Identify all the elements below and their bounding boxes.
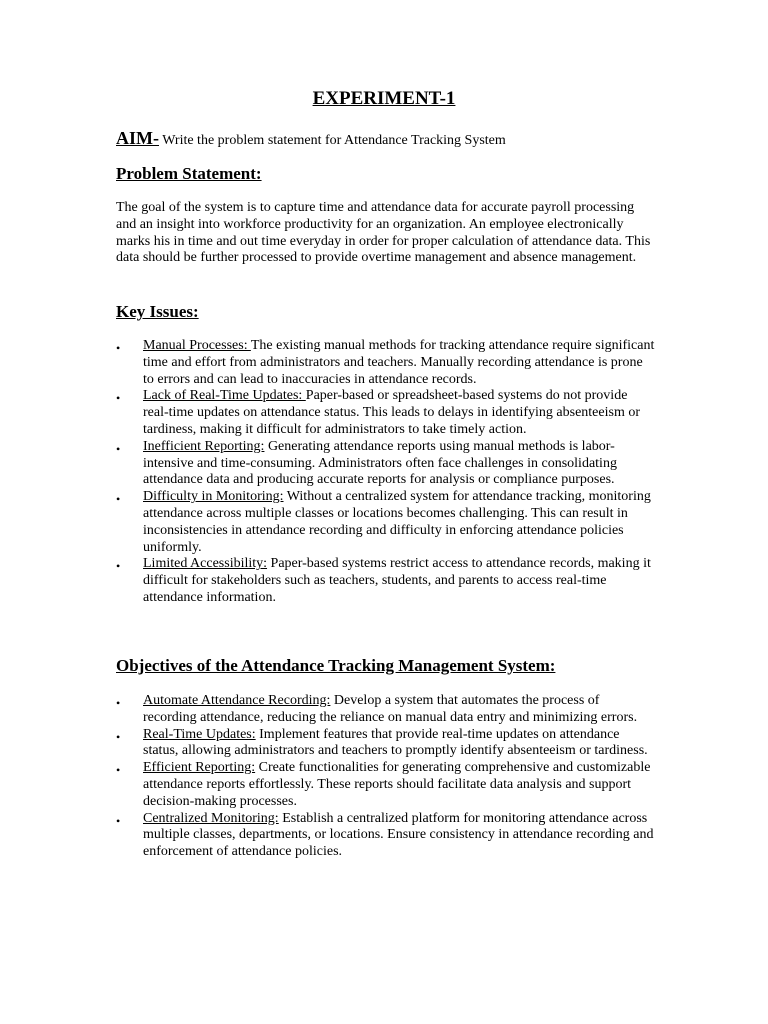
key-issue-term: Inefficient Reporting:: [143, 438, 265, 454]
objective-term: Real-Time Updates:: [143, 726, 256, 742]
objective-item: [116, 760, 656, 810]
key-issue-text: Generating attendance reports using manual methods is labor-intensive and time-consuming. Administrators often face challenges in consolidating attendance data and producing accurate reports for analysis or compliance purposes.: [143, 438, 617, 488]
objective-text: Develop a system that automates the process of recording attendance, reducing the reliance on manual data entry and minimizing errors.: [143, 693, 638, 725]
aim-line: [116, 127, 506, 152]
bullet-icon: •: [116, 341, 121, 355]
objective-text: Implement features that provide real-time updates on attendance status, allowing administrators and teachers to promptly identify absenteeism or tardiness.: [143, 726, 648, 759]
key-issue-item: [116, 489, 656, 556]
aim-text: Write the problem statement for Attendance Tracking System: [159, 133, 506, 148]
problem-statement-heading: Problem Statement:: [116, 164, 262, 183]
key-issue-term: Difficulty in Monitoring:: [143, 489, 284, 505]
objective-item: [116, 693, 656, 727]
key-issue-item: [116, 439, 656, 489]
key-issue-term: Limited Accessibility:: [143, 556, 268, 572]
problem-statement-text: The goal of the system is to capture time and attendance data for accurate payroll processing and an insight into workforce productivity for an organization. An employee electronically marks his in time and out time everyday in order for proper calculation of attendance data. This data should be further processed to provide overtime management and absence management.: [116, 200, 651, 266]
key-issue-term: Manual Processes:: [143, 338, 251, 353]
bullet-icon: •: [116, 559, 121, 574]
objective-term: Efficient Reporting:: [143, 760, 256, 776]
bullet-icon: •: [116, 492, 121, 507]
key-issue-text: Without a centralized system for attendance tracking, monitoring attendance across multiple classes or locations becomes challenging. This can result in inconsistencies in attendance recording and difficulty in enforcing attendance policies uniformly.: [143, 489, 651, 555]
bullet-icon: •: [116, 696, 121, 710]
bullet-icon: •: [116, 763, 121, 778]
key-issue-text: Paper-based or spreadsheet-based systems do not provide real-time updates on attendance status. This leads to delays in identifying absenteeism or tardiness, making it difficult for administrators to take timely action.: [143, 388, 640, 437]
page-title: EXPERIMENT-1: [312, 88, 456, 109]
objective-item: [116, 811, 656, 861]
key-issue-text: Paper-based systems restrict access to attendance records, making it difficult for stakeholders such as teachers, students, and parents to access real-time attendance information.: [143, 556, 651, 605]
key-issues-list: [116, 338, 656, 607]
key-issue-item: [116, 338, 656, 388]
key-issues-heading: Key Issues:: [116, 302, 199, 321]
objective-item: [116, 727, 656, 761]
key-issue-text: The existing manual methods for tracking attendance require significant time and effort from administrators and teachers. Manually recording attendance is prone to errors and can lead to inaccuracies in attendance records.: [143, 338, 655, 387]
objectives-list: [116, 693, 656, 861]
key-issue-item: [116, 388, 656, 438]
bullet-icon: •: [116, 813, 121, 828]
objective-text: Create functionalities for generating comprehensive and customizable attendance reports effortlessly. These reports should facilitate data analysis and support decision-making processes.: [143, 760, 651, 809]
bullet-icon: •: [116, 441, 121, 456]
key-issue-term: Lack of Real-Time Updates:: [143, 388, 306, 404]
objective-text: Establish a centralized platform for monitoring attendance across multiple classes, departments, or locations. Ensure consistency in attendance recording and enforcement of attendance policies.: [143, 810, 654, 860]
objective-term: Centralized Monitoring:: [143, 810, 279, 826]
bullet-icon: •: [116, 729, 121, 744]
aim-label: AIM-: [116, 128, 159, 148]
objective-term: Automate Attendance Recording:: [143, 693, 331, 708]
objectives-heading: Objectives of the Attendance Tracking Management System:: [116, 656, 556, 675]
key-issue-item: [116, 556, 656, 606]
bullet-icon: •: [116, 391, 121, 406]
